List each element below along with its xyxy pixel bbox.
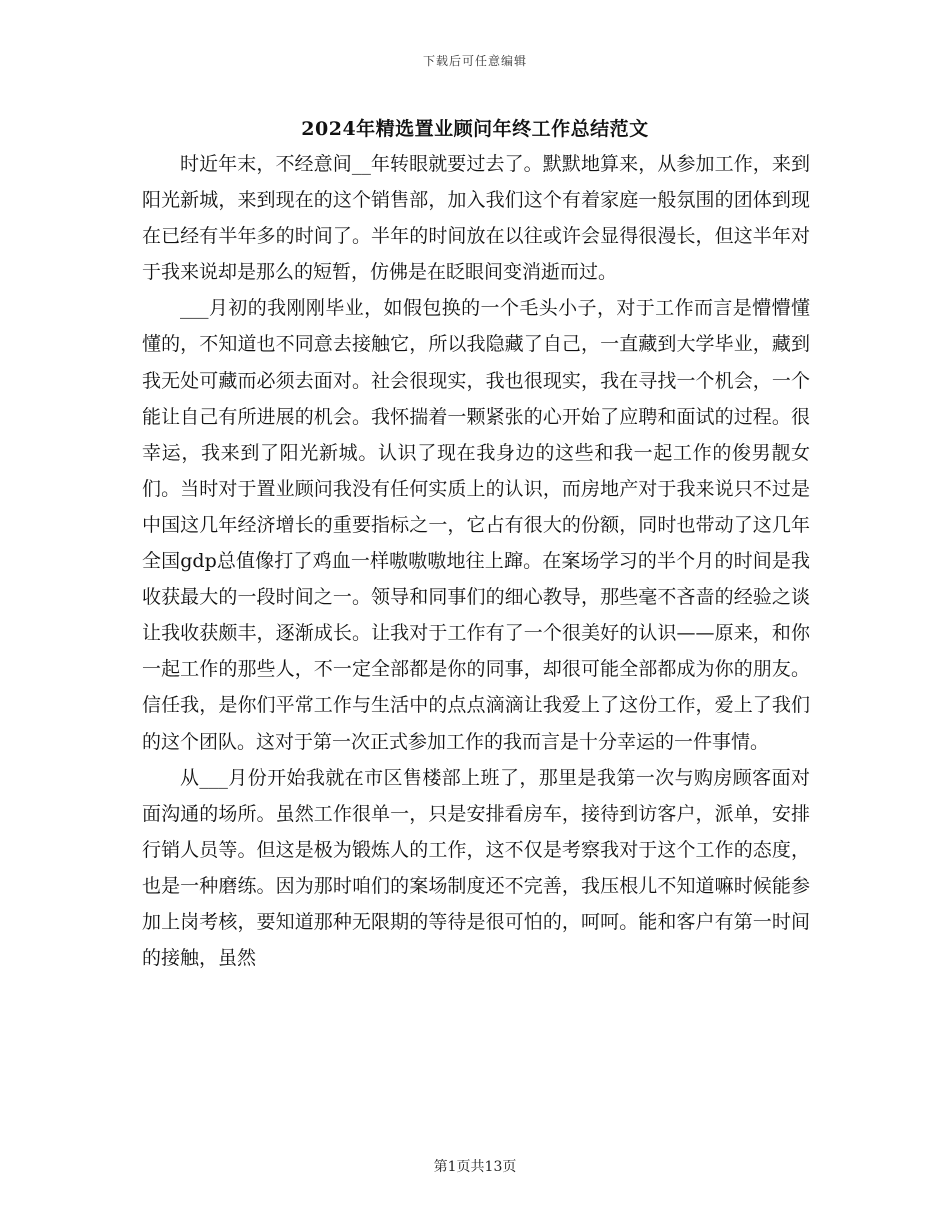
document-body [142, 146, 810, 976]
document-title: 2024年精选置业顾问年终工作总结范文 [301, 118, 649, 140]
paragraph: 时近年末，不经意间__年转眼就要过去了。默默地算来，从参加工作，来到阳光新城，来到现在的这个销售部，加入我们这个有着家庭一般氛围的团体到现在已经有半年多的时间了。半年的时间放在以往或许会显得很漫长，但这半年对于我来说却是那么的短暂，仿佛是在眨眼间变消逝而过。 [142, 153, 810, 284]
paragraph: ___月初的我刚刚毕业，如假包换的一个毛头小子，对于工作而言是懵懵懂懂的，不知道也不同意去接触它，所以我隐藏了自己，一直藏到大学毕业，藏到我无处可藏而必须去面对。社会很现实，我也很现实，我在寻找一个机会，一个能让自己有所进展的机会。我怀揣着一颗紧张的心开始了应聘和面试的过程。很幸运，我来到了阳光新城。认识了现在我身边的这些和我一起工作的俊男靓女们。当时对于置业顾问我没有任何实质上的认识，而房地产对于我来说只不过是中国这几年经济增长的重要指标之一，它占有很大的份额，同时也带动了这几年全国gdp总值像打了鸡血一样嗷嗷嗷地往上蹿。在案场学习的半个月的时间是我收获最大的一段时间之一。领导和同事们的细心教导，那些毫不吝啬的经验之谈让我收获颇丰，逐渐成长。让我对于工作有了一个很美好的认识——原来，和你一起工作的那些人，不一定全部都是你的同事，却很可能全部都成为你的朋友。信任我，是你们平常工作与生活中的点点滴滴让我爱上了这份工作，爱上了我们的这个团队。这对于第一次正式参加工作的我而言是十分幸运的一件事情。 [142, 297, 810, 753]
header-note: 下载后可任意编辑 [422, 54, 527, 68]
page-number-footer: 第1页共13页 [433, 1159, 517, 1175]
paragraph: 从___月份开始我就在市区售楼部上班了，那里是我第一次与购房顾客面对面沟通的场所。虽然工作很单一，只是安排看房车，接待到访客户，派单，安排行销人员等。但这是极为锻炼人的工作，这不仅是考察我对于这个工作的态度，也是一种磨练。因为那时咱们的案场制度还不完善，我压根儿不知道嘛时候能参加上岗考核，要知道那种无限期的等待是很可怕的，呵呵。能和客户有第一时间的接触，虽然 [142, 766, 810, 970]
